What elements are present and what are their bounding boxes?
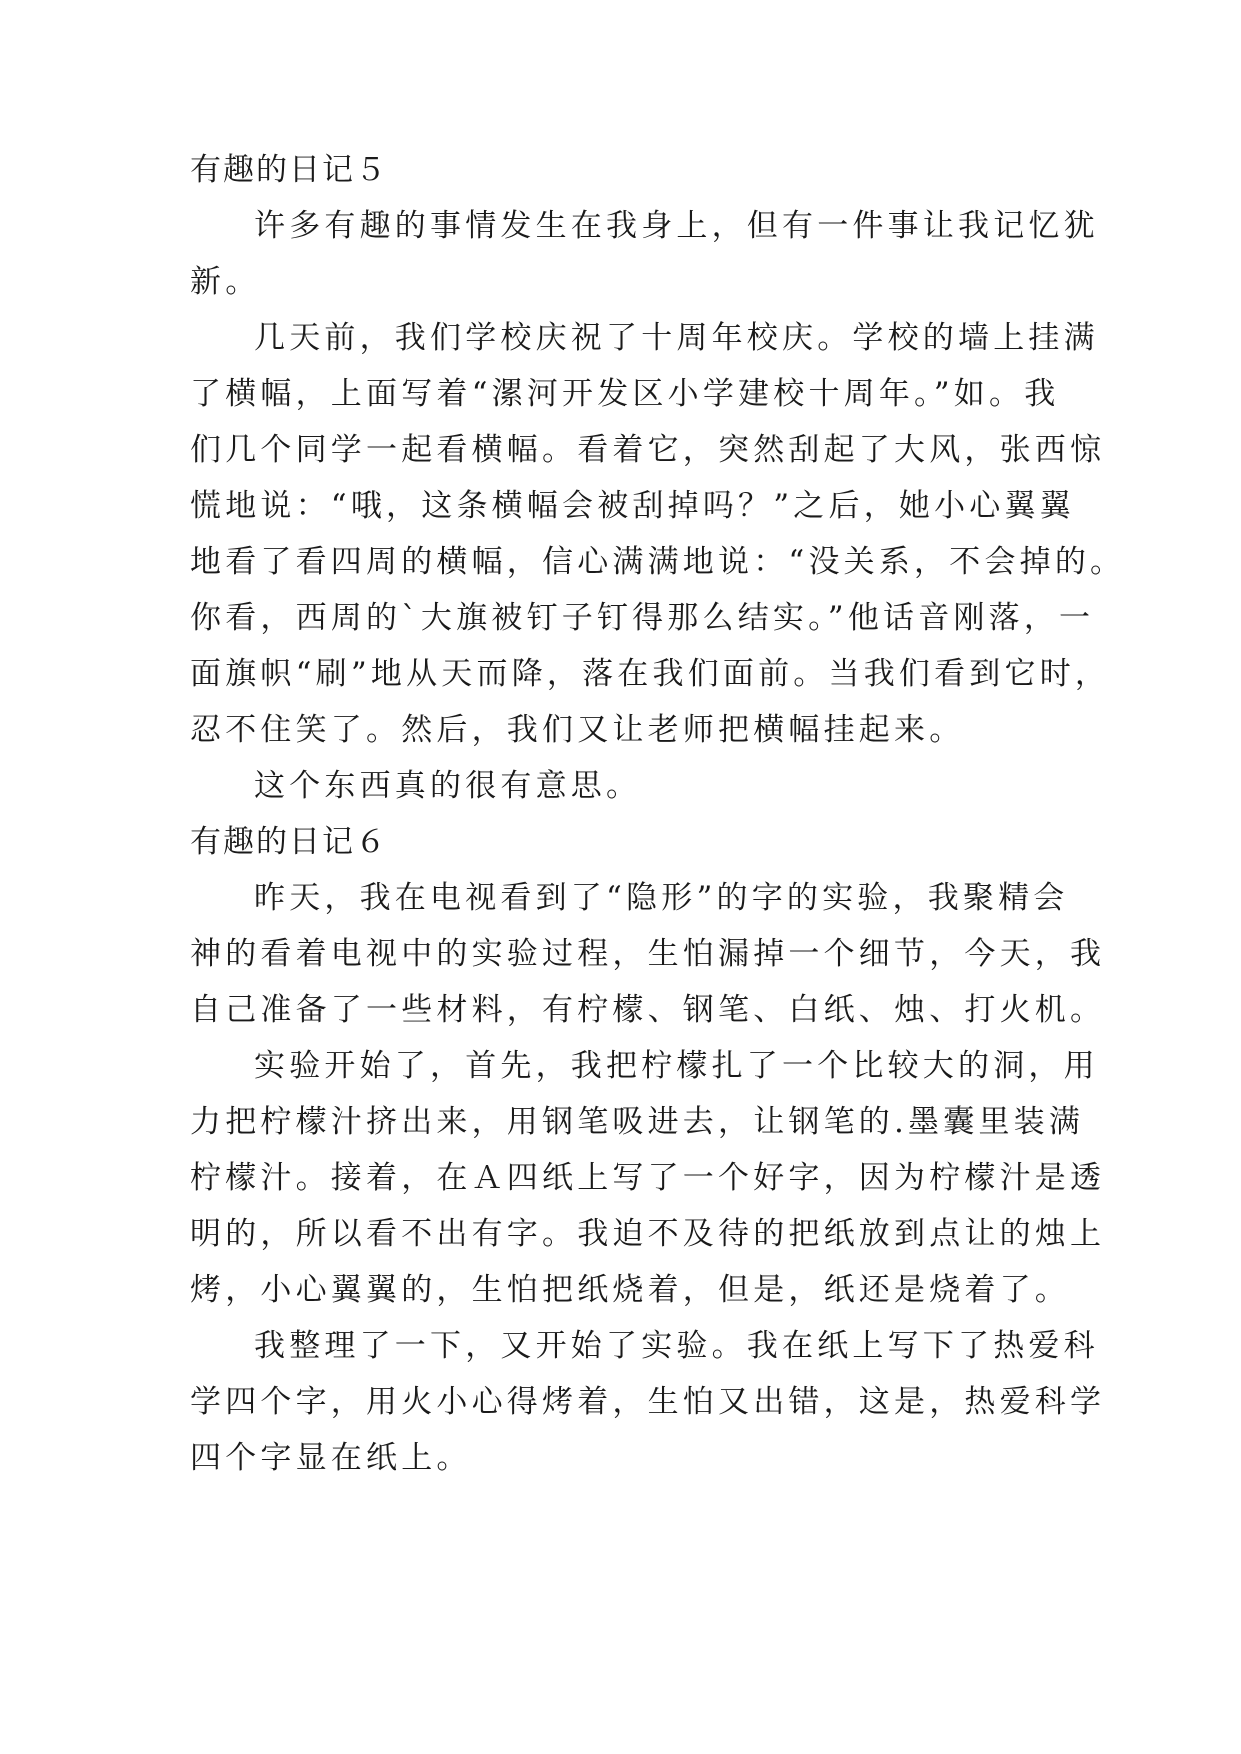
paragraph-line: 了横幅，上面写着“漯河开发区小学建校十周年。”如。我 — [190, 376, 1060, 412]
section-title: 有趣的日记６ — [190, 824, 388, 860]
paragraph-line: 几天前，我们学校庆祝了十周年校庆。学校的墙上挂满 — [254, 320, 1099, 356]
paragraph-line: 柠檬汁。接着，在Ａ四纸上写了一个好字，因为柠檬汁是透 — [190, 1160, 1106, 1196]
paragraph-line: 新。 — [190, 264, 261, 300]
paragraph-line: 四个字显在纸上。 — [190, 1440, 472, 1476]
paragraph-line: 许多有趣的事情发生在我身上，但有一件事让我记忆犹 — [254, 208, 1099, 244]
paragraph-line: 实验开始了，首先，我把柠檬扎了一个比较大的洞，用 — [254, 1048, 1099, 1084]
paragraph-line: 慌地说：“哦，这条横幅会被刮掉吗？”之后，她小心翼翼 — [190, 488, 1075, 524]
paragraph-line: 忍不住笑了。然后，我们又让老师把横幅挂起来。 — [190, 712, 965, 748]
paragraph-line: 面旗帜“刷”地从天而降，落在我们面前。当我们看到它时， — [190, 656, 1111, 692]
paragraph-line: 这个东西真的很有意思。 — [254, 768, 642, 804]
paragraph-line: 自己准备了一些材料，有柠檬、钢笔、白纸、烛、打火机。 — [190, 992, 1106, 1028]
paragraph-line: 明的，所以看不出有字。我迫不及待的把纸放到点让的烛上 — [190, 1216, 1106, 1252]
paragraph-line: 们几个同学一起看横幅。看着它，突然刮起了大风，张西惊 — [190, 432, 1106, 468]
paragraph-line: 力把柠檬汁挤出来，用钢笔吸进去，让钢笔的.墨囊里装满 — [190, 1104, 1085, 1140]
paragraph-line: 昨天，我在电视看到了“隐形”的字的实验，我聚精会 — [254, 880, 1069, 916]
section-title: 有趣的日记５ — [190, 152, 388, 188]
paragraph-line: 我整理了一下，又开始了实验。我在纸上写下了热爱科 — [254, 1328, 1099, 1364]
paragraph-line: 你看，西周的`大旗被钉子钉得那么结实。”他话音刚落，一 — [190, 600, 1095, 636]
paragraph-line: 神的看着电视中的实验过程，生怕漏掉一个细节，今天，我 — [190, 936, 1106, 972]
paragraph-line: 学四个字，用火小心得烤着，生怕又出错，这是，热爱科学 — [190, 1384, 1106, 1420]
paragraph-line: 烤，小心翼翼的，生怕把纸烧着，但是，纸还是烧着了。 — [190, 1272, 1070, 1308]
paragraph-line: 地看了看四周的横幅，信心满满地说：“没关系，不会掉的。 — [190, 544, 1126, 580]
